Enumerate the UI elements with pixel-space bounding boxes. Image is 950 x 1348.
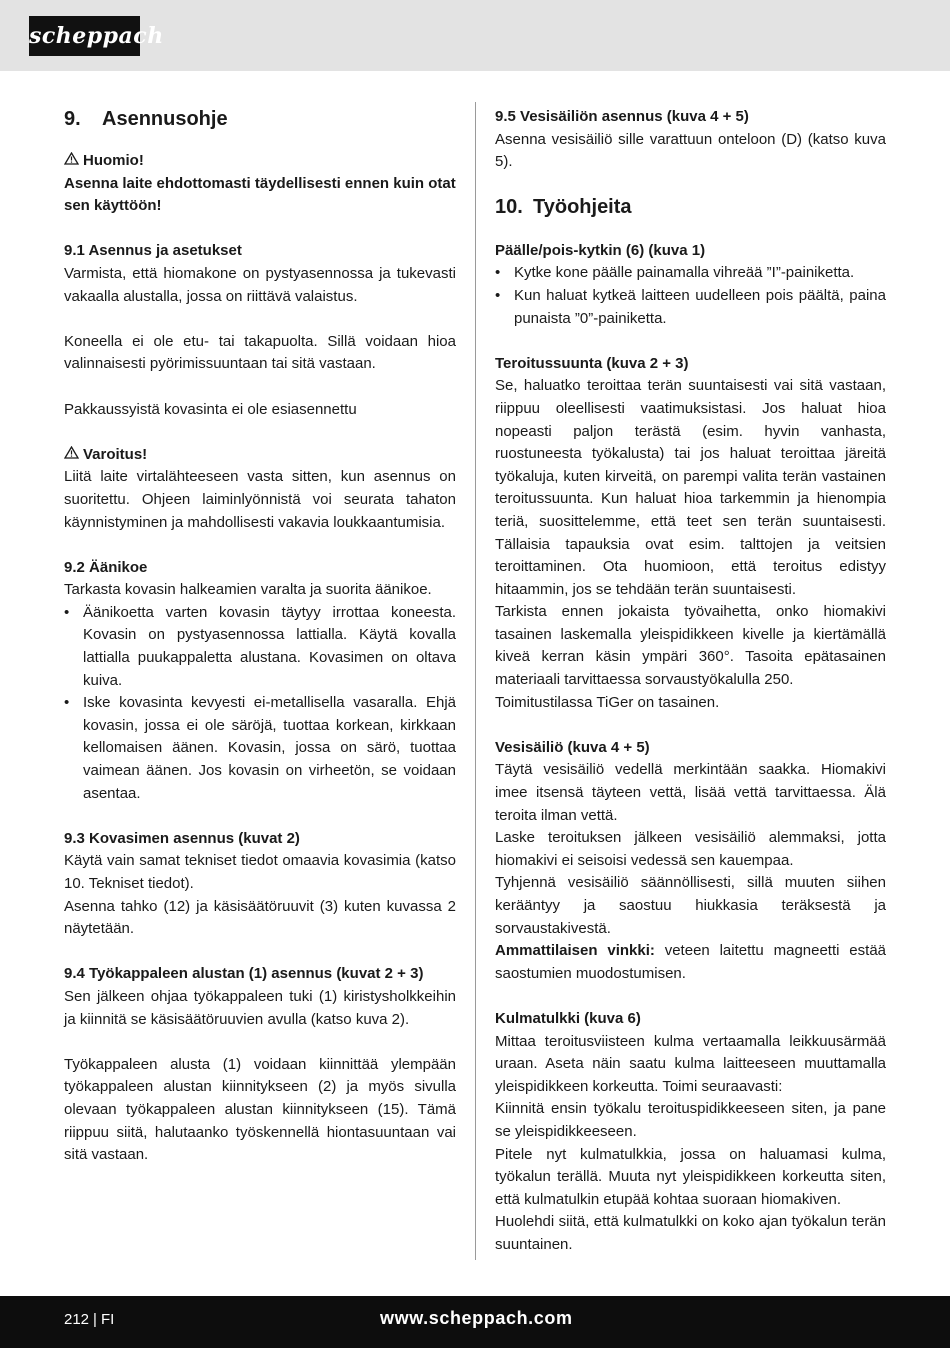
warning-title: Varoitus! [83,445,148,463]
paragraph: Sen jälkeen ohjaa työkappaleen tuki (1) kiristysholkkeihin ja kiinnitä se käsisäätöruuvien avulla (katso kuva 2). [64,987,456,1028]
paragraph: Tarkista ennen jokaista työvaihetta, onko hiomakivi tasainen laskemalla yleispidikkeen kivelle ja kiertämällä kiveä kerran käsin ympäri 360°. Tasoita epätasainen materiaali tarvittaessa sorvaustyökalulla 250. [495,603,886,689]
header-bar [0,0,950,71]
subsection-9-4-title: 9.4 Työkappaleen alustan (1) asennus (kuvat 2 + 3) [64,965,424,983]
paragraph: Pakkaussyistä kovasinta ei ole esiasennettu [64,400,357,418]
pro-tip-label: Ammattilaisen vinkki: [495,942,655,960]
bullet-list [64,602,456,805]
scheppach-logo: scheppach [29,16,140,56]
warning-heading [64,444,456,467]
paragraph: Tarkasta kovasin halkeamien varalta ja suorita äänikoe. [64,581,432,599]
pro-tip-text: veteen laitettu magneetti estää saostumien muodostumisen. [495,942,886,982]
warning-text: Liitä laite virtalähteeseen vasta sitten, kun asennus on suoritettu. Ohjeen laiminlyönnistä voi seurata tahaton käynnistyminen ja mahdollisesti vakavia loukkaantumisia. [64,468,456,531]
subsection-9-1-title: 9.1 Asennus ja asetukset [64,242,242,260]
footer-bar [0,1296,950,1348]
warning-text: Asenna laite ehdottomasti täydellisesti ennen kuin otat sen käyttöön! [64,174,456,215]
warning-triangle-icon [64,150,79,173]
subsection-9-3-title: 9.3 Kovasimen asennus (kuvat 2) [64,829,300,847]
section-number: 9. [64,108,81,130]
paragraph: Koneella ei ole etu- tai takapuolta. Sillä voidaan hioa valinnaisesti pyörimissuuntaan tai sitä vastaan. [64,332,456,373]
language-code: FI [100,1311,115,1328]
page-number: 212 [64,1311,90,1328]
angle-gauge-title: Kulmatulkki (kuva 6) [495,1009,641,1027]
section-title: Asennusohje [102,108,228,130]
paragraph: Täytä vesisäiliö vedellä merkintään saakka. Hiomakivi imee itsensä täyteen vettä, lisää vettä tarvittaessa. Älä teroita ilman vettä. [495,761,886,824]
warning-triangle-icon [64,444,79,467]
section-9-heading [64,106,456,132]
page-indicator: 212 | FI [64,1311,115,1328]
water-tank-title: Vesisäiliö (kuva 4 + 5) [495,738,650,756]
list-item: • Kytke kone päälle painamalla vihreää ”I”-painiketta. [495,264,855,282]
sharpening-direction-title: Teroitussuunta (kuva 2 + 3) [495,354,689,372]
paragraph: Käytä vain samat tekniset tiedot omaavia kovasimia (katso 10. Tekniset tiedot). [64,852,456,892]
paragraph: Se, haluatko teroittaa terän suuntaisesti vai sitä vastaan, riippuu oleellisesti vaatimuksistasi. Jos haluat hioa nopeasti paljon terästä (esim. hyvin vanhasta, ruostuneesta työkalusta) tai jos haluat teroittaa järeitä työkaluja, kuten kirveitä, on parempi valita terän vastainen teroitussuunta. Kun haluat hioa tarkemmin ja hienompia teriä, suosittelemme, että teet sen terän suuntaisesti. Tällaisia tapauksia ovat esim. talttojen ja veitsien teroittaminen. Ota huomioon, että teroitus edistyy hitaammin, jos se tehdään terän suuntaisesti. [495,377,886,598]
paragraph: Mittaa teroitusviisteen kulma vertaamalla leikkuusärmää uraan. Aseta näin saatu kulma laitteeseen muuttamalla yleispidikkeen korkeutta. Toimi seuraavasti: [495,1032,886,1095]
paragraph: Asenna vesisäiliö sille varattuun onteloon (D) (katso kuva 5). [495,130,886,171]
list-item: • Kun haluat kytkeä laitteen uudelleen pois päältä, paina punaista ”0”-painiketta. [495,286,886,327]
switch-title: Päälle/pois-kytkin (6) (kuva 1) [495,241,706,259]
paragraph: Asenna tahko (12) ja käsisäätöruuvit (3) kuten kuvassa 2 näytetään. [64,897,456,938]
paragraph: Kiinnitä ensin työkalu teroituspidikkeeseen siten, ja pane se yleispidikkeeseen. [495,1100,886,1140]
warning-title: Huomio! [83,152,144,169]
warning-heading [64,150,456,173]
left-column [64,106,456,1167]
section-title: Työohjeita [533,195,632,218]
column-divider [475,102,476,1260]
paragraph: Tyhjennä vesisäiliö säännöllisesti, sillä muuten siihen kerääntyy ja saostuu hiukkasia teräksestä ja sorvaustakivestä. [495,874,886,937]
right-column [495,106,886,1257]
list-item: • Äänikoetta varten kovasin täytyy irrottaa koneesta. Kovasin on pystyasennossa lattialla. Käytä kovalla lattialla puukappaletta alustana. Kovasimen on oltava kuiva. [64,603,456,689]
list-item: • Iske kovasinta kevyesti ei-metallisella vasaralla. Ehjä kovasin, jossa ei ole säröjä, tuottaa korkean, kirkkaan kellomaisen äänen. Kovasin, jossa on särö, tuottaa vaimean äänen. Jos kovasin on virheetön, se voidaan asentaa. [64,694,456,802]
subsection-9-5-title: 9.5 Vesisäiliön asennus (kuva 4 + 5) [495,108,749,125]
paragraph: Pitele nyt kulmatulkkia, jossa on haluamasi kulma, työkalun terällä. Muuta nyt yleispidikkeen korkeutta siten, että kulmatulkin etupää kohtaa suoraan hiomakiven. [495,1145,886,1208]
paragraph: Huolehdi siitä, että kulmatulkki on koko ajan työkalun terän suuntainen. [495,1213,886,1253]
paragraph: Toimitustilassa TiGer on tasainen. [495,693,720,711]
paragraph: Varmista, että hiomakone on pystyasennossa ja tukevasti vakaalla alustalla, jossa on riittävä valaistus. [64,264,456,305]
section-10-heading [495,194,886,220]
bullet-list [495,262,886,330]
paragraph: Työkappaleen alusta (1) voidaan kiinnittää ylempään työkappaleen alustan kiinnitykseen (2) ja myös sivulla olevaan työkappaleen alustan kiinnitykseen (15). Tämä riippuu siitä, halutaanko työskennellä hiontasuuntaan vai sitä vastaan. [64,1055,456,1164]
section-number: 10. [495,195,523,218]
paragraph: Laske teroituksen jälkeen vesisäiliö alemmaksi, jotta hiomakivi ei seisoisi vedessä sen kauempaa. [495,829,886,869]
pro-tip [495,940,886,985]
website-link[interactable]: www.scheppach.com [380,1308,573,1328]
subsection-9-2-title: 9.2 Äänikoe [64,558,148,576]
